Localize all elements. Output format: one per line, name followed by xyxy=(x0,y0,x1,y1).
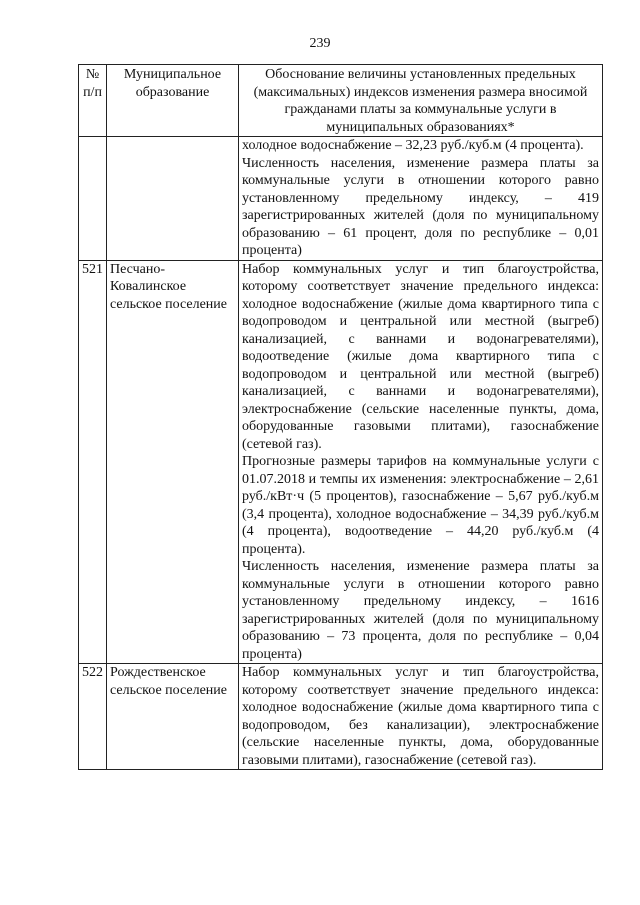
row-municipality xyxy=(107,137,239,261)
header-num: № п/п xyxy=(79,65,107,137)
table-row xyxy=(79,137,603,261)
header-basis: Обоснование величины установленных предельных (максимальных) индексов изменения размера вносимой гражданами платы за коммунальные услуги в муниципальных образованиях* xyxy=(239,65,603,137)
page-number: 239 xyxy=(309,36,331,51)
basis-paragraph: холодное водоснабжение – 32,23 руб./куб.м (4 процента). xyxy=(242,138,584,153)
header-municipality: Муниципальное образование xyxy=(107,65,239,137)
table-row xyxy=(79,260,603,664)
row-basis xyxy=(239,664,603,770)
tariff-table xyxy=(78,64,603,770)
row-basis xyxy=(239,260,603,664)
row-municipality: Рождественское сельское поселение xyxy=(107,664,239,770)
basis-paragraph: Численность населения, изменение размера платы за коммунальные услуги в отношении которого равно установленному предельному индексу, – 1616 зарегистрированных жителей (доля по муниципальному образованию – 73 процента, доля по республике – 0,04 процента) xyxy=(242,559,599,662)
row-number xyxy=(79,137,107,261)
row-number: 522 xyxy=(79,664,107,770)
row-number: 521 xyxy=(79,260,107,664)
row-basis xyxy=(239,137,603,261)
basis-paragraph: Набор коммунальных услуг и тип благоустройства, которому соответствует значение предельного индекса: холодное водоснабжение (жилые дома квартирного типа с водопроводом и центральной или местной (выгреб) канализацией, с ваннами и водонагревателями), водоотведение (жилые дома квартирного типа с водопроводом и центральной или местной (выгреб) канализацией, с ваннами и водонагревателями), электроснабжение (сельские населенные пункты, дома, оборудованные газовыми плитами), газоснабжение (сетевой газ). xyxy=(242,261,599,452)
table-row xyxy=(79,664,603,770)
basis-paragraph: Набор коммунальных услуг и тип благоустройства, которому соответствует значение предельного индекса: холодное водоснабжение (жилые дома квартирного типа с водопроводом, без канализации), электроснабжение (сельские населенные пункты, дома, оборудованные газовыми плитами), газоснабжение (сетевой газ). xyxy=(242,665,599,768)
basis-paragraph: Прогнозные размеры тарифов на коммунальные услуги с 01.07.2018 и темпы их изменения: электроснабжение – 2,61 руб./кВт·ч (5 процентов), газоснабжение – 5,67 руб./куб.м (3,4 процента), холодное водоснабжение – 34,39 руб./куб.м (4 процента), водоотведение – 44,20 руб./куб.м (4 процента). xyxy=(242,454,599,557)
basis-paragraph: Численность населения, изменение размера платы за коммунальные услуги в отношении которого равно установленному предельному индексу, – 419 зарегистрированных жителей (доля по муниципальному образованию – 61 процент, доля по республике – 0,01 процента) xyxy=(242,155,599,258)
row-municipality: Песчано-Ковалинское сельское поселение xyxy=(107,260,239,664)
table-header-row xyxy=(79,65,603,137)
